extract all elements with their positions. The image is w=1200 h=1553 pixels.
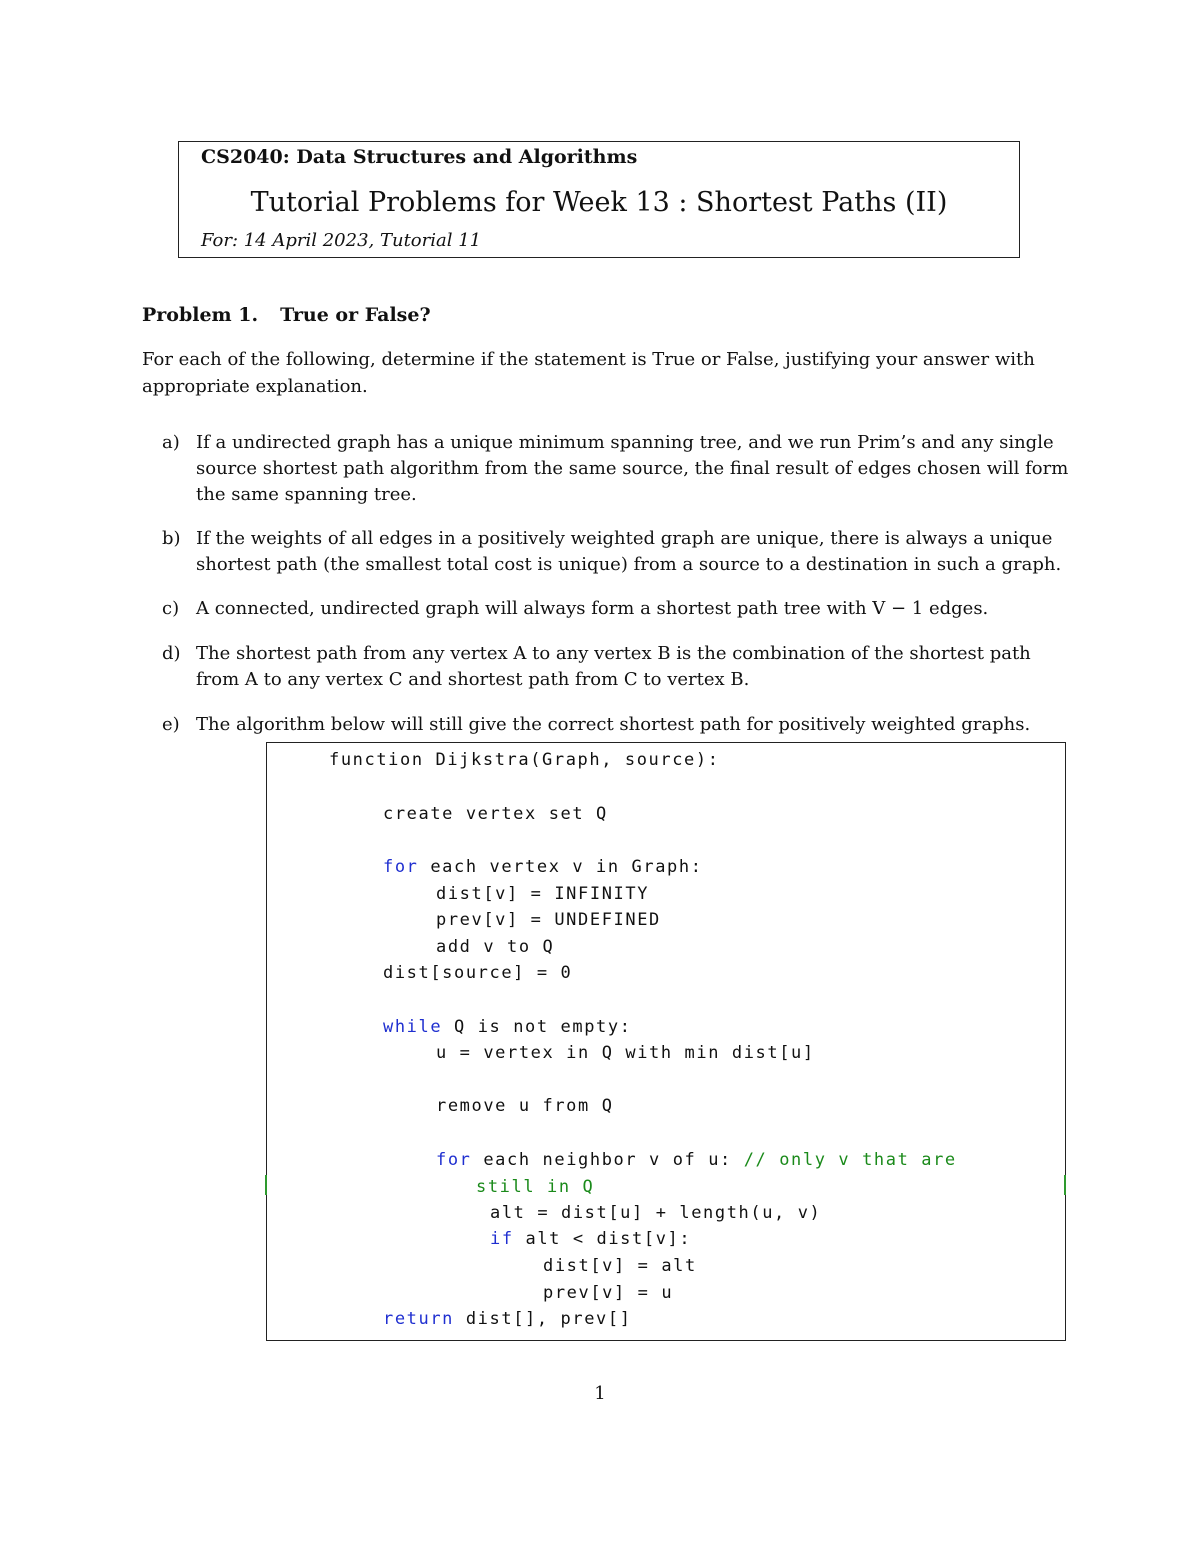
- code-line: dist[source] = 0: [383, 963, 573, 983]
- problem-heading: [142, 304, 431, 326]
- code-line: [436, 1150, 957, 1170]
- code-keyword: if: [490, 1229, 514, 1249]
- code-text: each neighbor v of u:: [471, 1150, 744, 1170]
- code-comment: still in Q: [476, 1177, 595, 1197]
- code-listing: [266, 742, 1066, 1341]
- item-text: The algorithm below will still give the correct shortest path for positively weighted graphs.: [196, 714, 1031, 735]
- code-line: [383, 857, 703, 877]
- item-text: The shortest path from any vertex A to any vertex B is the combination of the shortest path from A to any vertex C and shortest path from C to vertex B.: [196, 643, 1031, 690]
- code-line: create vertex set Q: [383, 804, 608, 824]
- list-item: [142, 712, 1072, 738]
- code-text: alt < dist[v]:: [513, 1229, 692, 1249]
- code-text: Q is not empty:: [442, 1017, 632, 1037]
- header-box: [178, 141, 1020, 258]
- code-line: dist[v] = INFINITY: [436, 884, 650, 904]
- list-item: [142, 596, 1072, 622]
- item-label: b): [162, 528, 181, 549]
- code-text: each vertex v in Graph:: [418, 857, 703, 877]
- code-line: [383, 1017, 632, 1037]
- problem-title: True or False?: [280, 304, 431, 326]
- tutorial-date: For: 14 April 2023, Tutorial 11: [201, 230, 482, 251]
- code-line: alt = dist[u] + length(u, v): [490, 1203, 822, 1223]
- course-title: CS2040: Data Structures and Algorithms: [201, 146, 638, 168]
- list-item: [142, 526, 1072, 578]
- list-item: [142, 430, 1072, 508]
- code-line: dist[v] = alt: [543, 1256, 697, 1276]
- problem-number: Problem 1.: [142, 304, 259, 326]
- code-keyword: while: [383, 1017, 443, 1037]
- list-item: [142, 641, 1072, 693]
- item-text: A connected, undirected graph will always form a shortest path tree with V − 1 edges.: [196, 598, 989, 619]
- code-keyword: for: [383, 857, 419, 877]
- code-wrap-marker-left: [265, 1175, 267, 1195]
- code-line: remove u from Q: [436, 1096, 614, 1116]
- code-keyword: return: [383, 1309, 455, 1329]
- code-line: u = vertex in Q with min dist[u]: [436, 1043, 815, 1063]
- item-text: If the weights of all edges in a positively weighted graph are unique, there is always a unique shortest path (the smallest total cost is unique) from a source to a destination in such a graph.: [196, 528, 1062, 575]
- code-line: function Dijkstra(Graph, source):: [329, 750, 720, 770]
- item-label: d): [162, 643, 181, 664]
- code-line: prev[v] = u: [543, 1283, 674, 1303]
- tutorial-title: Tutorial Problems for Week 13 : Shortest Paths (II): [250, 187, 948, 218]
- code-line: add v to Q: [436, 937, 555, 957]
- code-comment: // only v that are: [743, 1150, 957, 1170]
- page-number: 1: [594, 1383, 606, 1404]
- code-wrap-marker-right: [1064, 1175, 1066, 1195]
- code-line: prev[v] = UNDEFINED: [436, 910, 661, 930]
- code-line: [383, 1309, 632, 1329]
- item-label: a): [162, 432, 180, 453]
- item-text: If a undirected graph has a unique minimum spanning tree, and we run Prim’s and any single source shortest path algorithm from the same source, the final result of edges chosen will form the same spanning tree.: [196, 432, 1069, 505]
- item-label: c): [162, 598, 180, 619]
- code-keyword: for: [436, 1150, 472, 1170]
- code-text: dist[], prev[]: [454, 1309, 632, 1329]
- problem-intro: For each of the following, determine if the statement is True or False, justifying your answer with appropriate explanation.: [142, 349, 1035, 397]
- code-line: [490, 1229, 691, 1249]
- item-label: e): [162, 714, 180, 735]
